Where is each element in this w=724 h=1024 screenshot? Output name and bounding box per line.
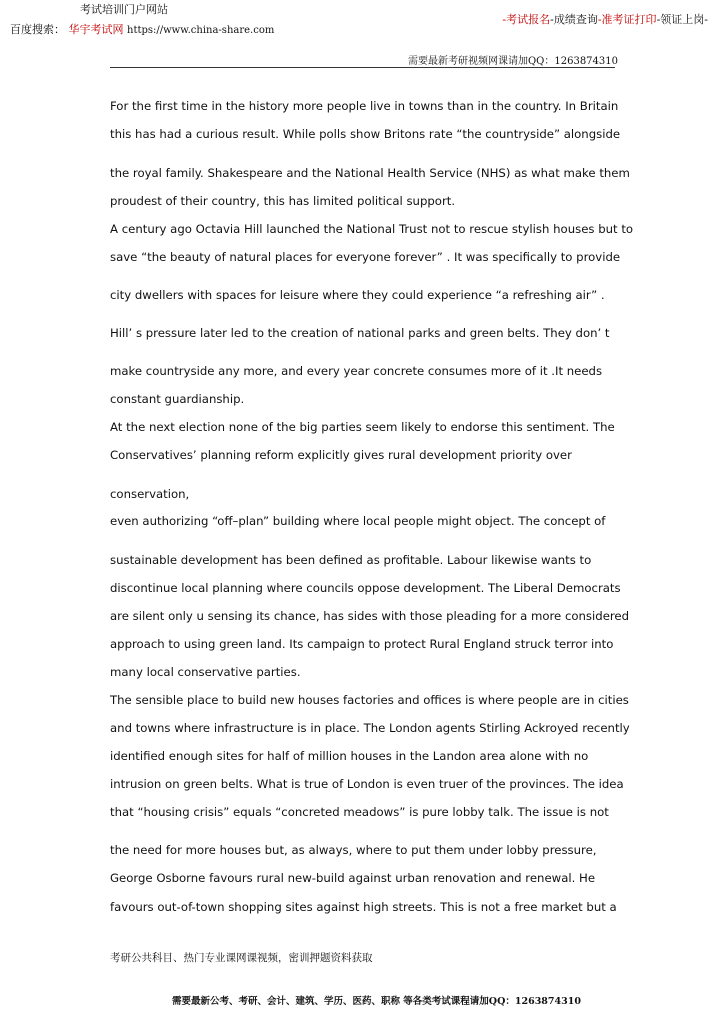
search-brand-link[interactable]: 华宇考试网 [68, 23, 124, 36]
body-line: this has had a curious result. While polls show Britons rate “the countryside” alongside [110, 127, 621, 141]
bottom-note: 需要最新公考、考研、会计、建筑、学历、医药、职称 等各类考试课程请加QQ：1263874310 [172, 996, 581, 1007]
link-admission-ticket[interactable]: -准考证打印 [597, 13, 657, 26]
body-line: conservation, [110, 487, 190, 501]
body-line: The sensible place to build new houses factories and offices is where people are in cities [110, 693, 629, 707]
body-line: intrusion on green belts. What is true of London is even truer of the provinces. The idea [110, 777, 624, 791]
search-line [10, 21, 274, 37]
site-url-link[interactable]: https://www.china-share.com [127, 25, 275, 36]
body-line: save “the beauty of natural places for everyone forever” . It was specifically to provide [110, 250, 621, 264]
header-note: 需要最新考研视频网课请加QQ：1263874310 [407, 56, 618, 67]
search-label: 百度搜索： [10, 23, 65, 36]
site-name: 考试培训门户网站 [80, 3, 168, 16]
body-line: Hill’ s pressure later led to the creation of national parks and green belts. They don’ t [110, 326, 610, 340]
body-line: constant guardianship. [110, 392, 245, 406]
link-score-query[interactable]: -成绩查询 [550, 13, 598, 26]
header-divider [110, 67, 615, 68]
body-line: city dwellers with spaces for leisure where they could experience “a refreshing air” . [110, 288, 605, 302]
body-line: many local conservative parties. [110, 665, 301, 679]
footer-note: 考研公共科目、热门专业课网课视频，密训押题资料获取 [110, 952, 373, 964]
body-line: discontinue local planning where councils oppose development. The Liberal Democrats [110, 581, 621, 595]
body-line: favours out-of-town shopping sites against high streets. This is not a free market but a [110, 900, 617, 914]
body-line: A century ago Octavia Hill launched the National Trust not to rescue stylish houses but to [110, 222, 634, 236]
link-exam-registration[interactable]: -考试报名 [502, 13, 551, 26]
body-line: approach to using green land. Its campaign to protect Rural England struck terror into [110, 637, 614, 651]
body-line: the need for more houses but, as always, where to put them under lobby pressure, [110, 843, 597, 857]
body-line: that “housing crisis” equals “concreted meadows” is pure lobby talk. The issue is not [110, 805, 609, 819]
body-line: sustainable development has been defined as profitable. Labour likewise wants to [110, 553, 592, 567]
body-line: and towns where infrastructure is in place. The London agents Stirling Ackroyed recently [110, 721, 630, 735]
body-line: Conservatives’ planning reform explicitly gives rural development priority over [110, 448, 572, 462]
body-line: proudest of their country, this has limited political support. [110, 194, 456, 208]
link-certificate[interactable]: -领证上岗- [656, 13, 708, 26]
body-line: the royal family. Shakespeare and the National Health Service (NHS) as what make them [110, 166, 630, 180]
top-nav-links [502, 11, 708, 27]
body-line: George Osborne favours rural new-build against urban renovation and renewal. He [110, 871, 596, 885]
body-line: identified enough sites for half of million houses in the Landon area alone with no [110, 749, 589, 763]
body-line: At the next election none of the big parties seem likely to endorse this sentiment. The [110, 420, 615, 434]
body-line: are silent only u sensing its chance, has sides with those pleading for a more considered [110, 609, 630, 623]
body-line: make countryside any more, and every year concrete consumes more of it .It needs [110, 364, 603, 378]
body-line: even authorizing “off–plan” building where local people might object. The concept of [110, 514, 606, 528]
body-line: For the first time in the history more people live in towns than in the country. In Britain [110, 99, 619, 113]
